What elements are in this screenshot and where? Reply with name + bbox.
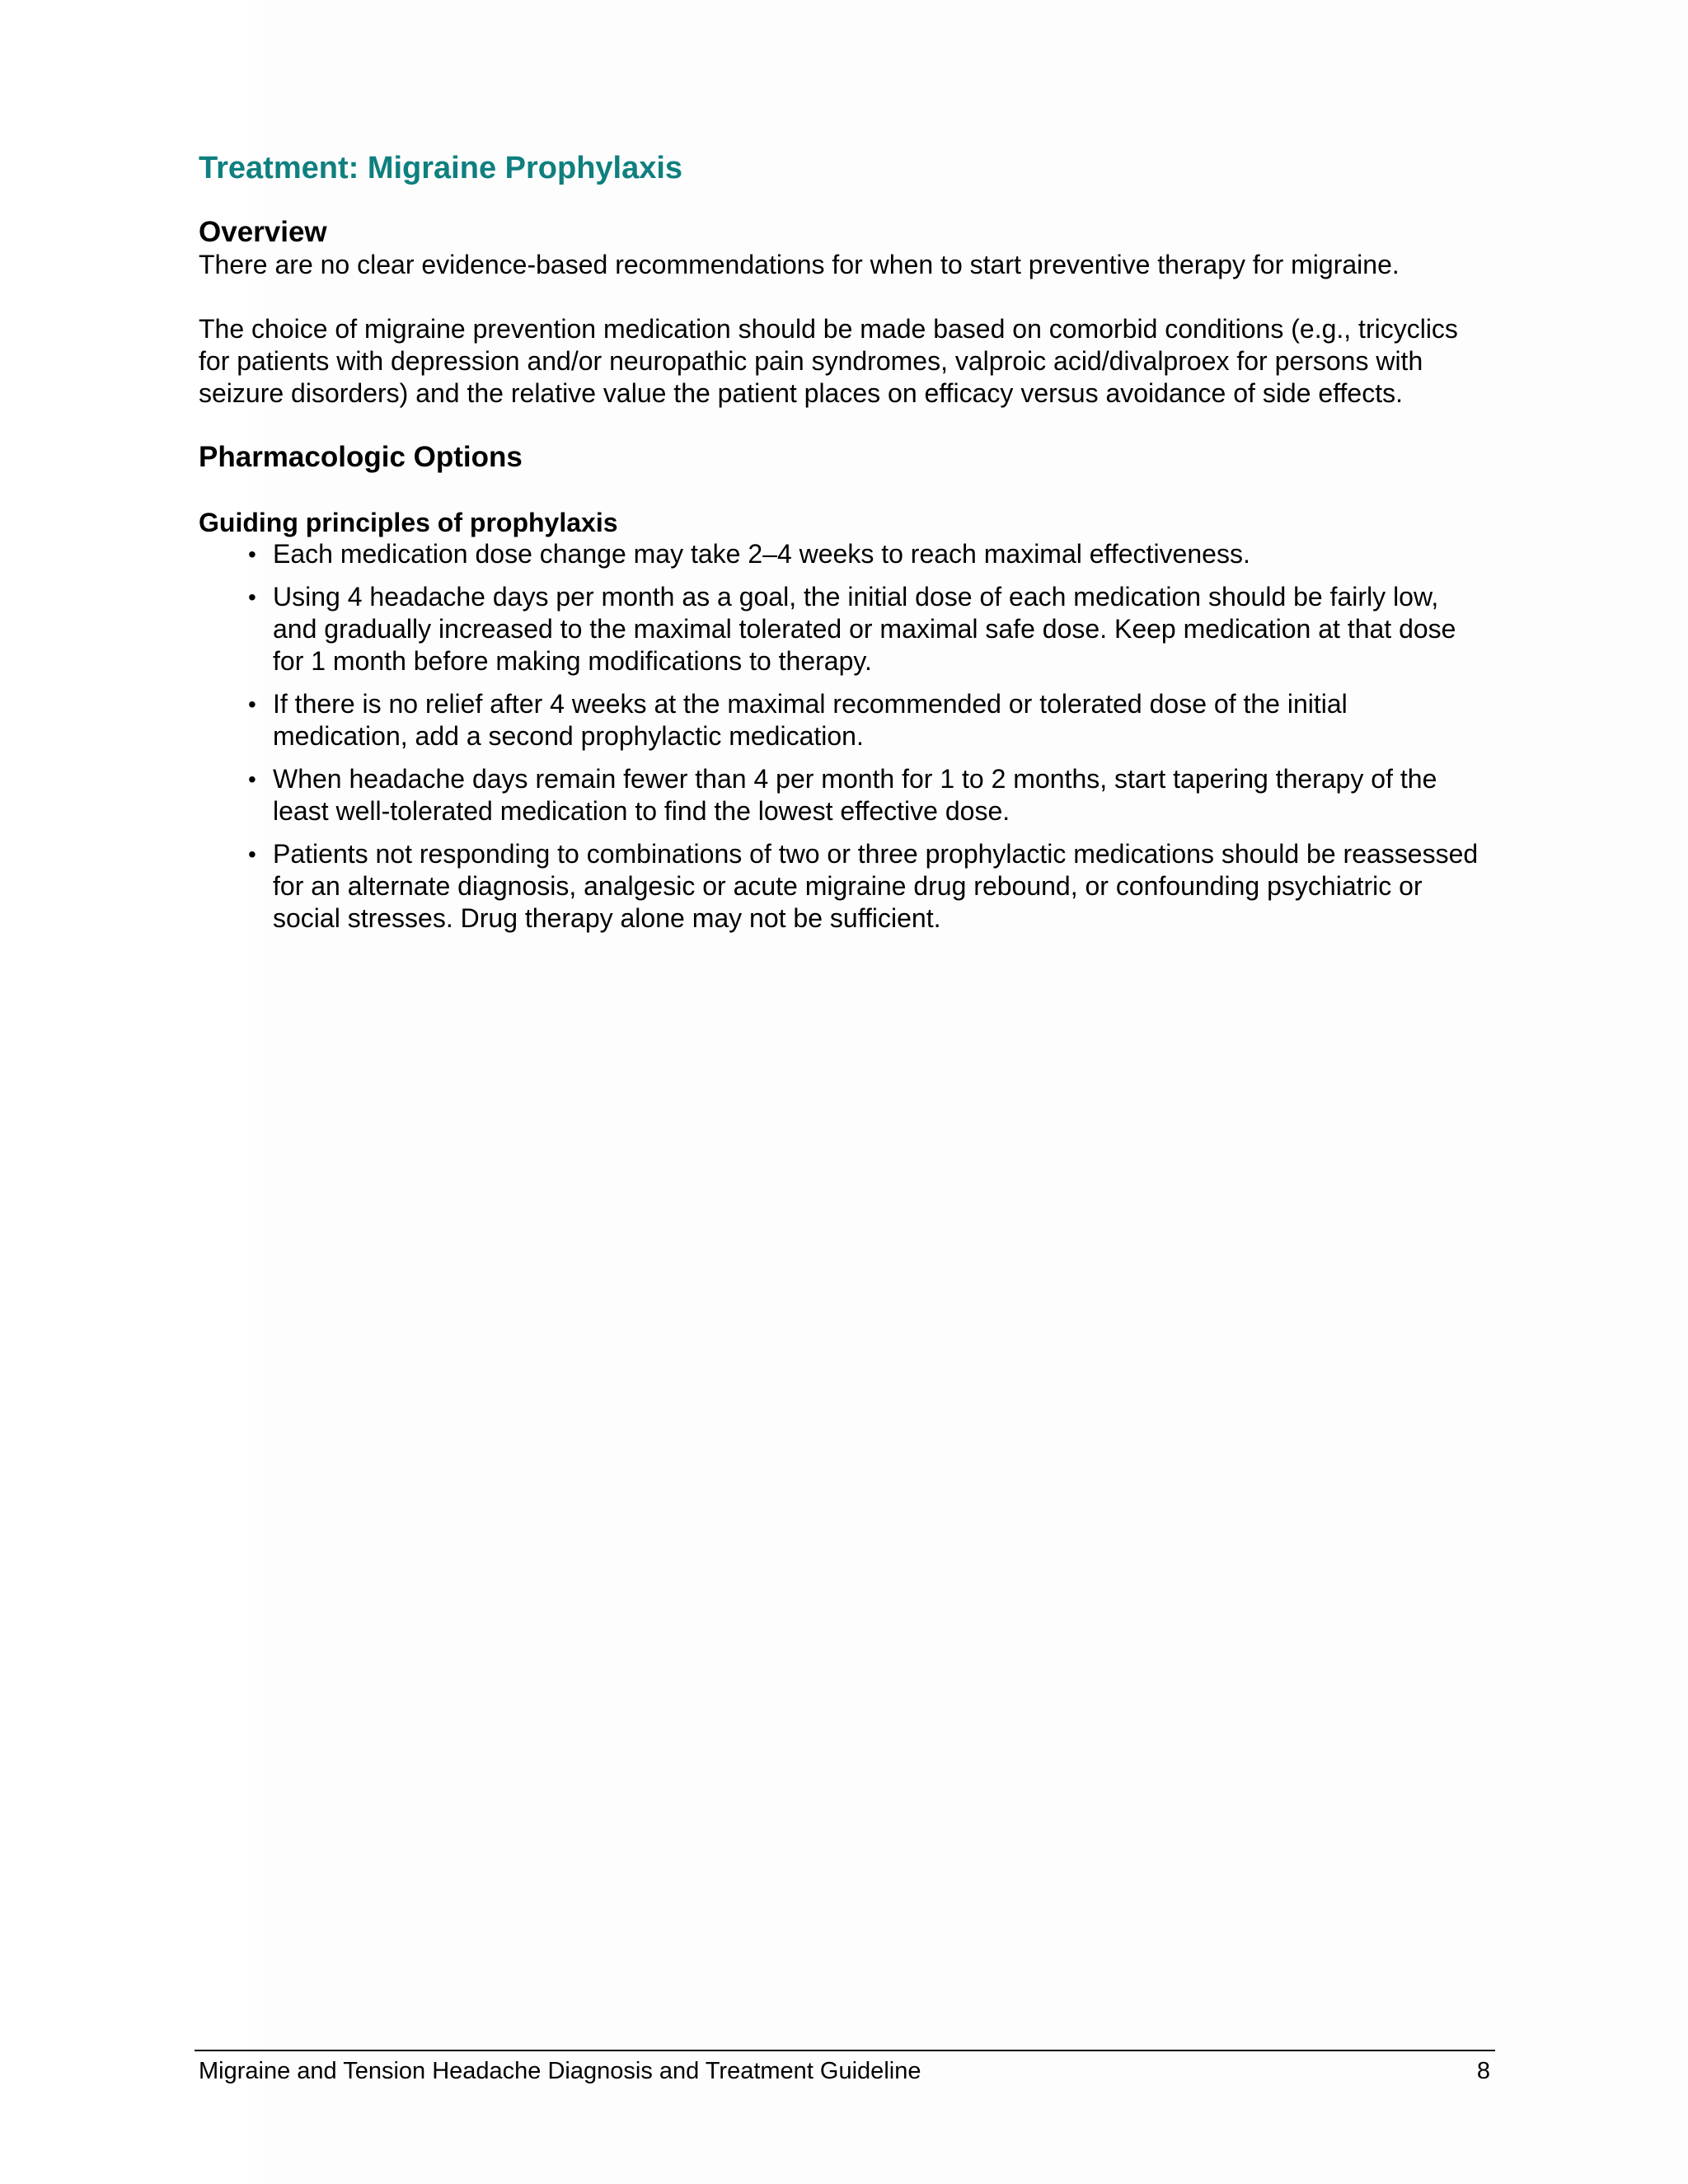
list-item xyxy=(248,763,1484,827)
footer-divider xyxy=(195,2050,1495,2051)
overview-paragraph-1: There are no clear evidence-based recommendations for when to start preventive therapy for migraine. xyxy=(199,250,1400,279)
guiding-principles-subheading: Guiding principles of prophylaxis xyxy=(199,508,618,537)
list-item-text: Patients not responding to combinations of two or three prophylactic medications should be reassessed for an alternate diagnosis, analgesic or acute migraine drug rebound, or confounding psychiatric or social stresses. Drug therapy alone may not be sufficient. xyxy=(273,839,1479,933)
bullet-icon: • xyxy=(248,541,256,567)
bullet-icon: • xyxy=(248,691,256,717)
list-item-text: When headache days remain fewer than 4 per month for 1 to 2 months, start tapering therapy of the least well-tolerated medication to find the lowest effective dose. xyxy=(273,764,1437,826)
footer-title: Migraine and Tension Headache Diagnosis and Treatment Guideline xyxy=(199,2058,921,2084)
list-item-text: Using 4 headache days per month as a goal, the initial dose of each medication should be fairly low, and gradually increased to the maximal tolerated or maximal safe dose. Keep medication at that dose for 1 month before making modifications to therapy. xyxy=(273,582,1456,676)
list-item xyxy=(248,838,1484,935)
list-item xyxy=(248,538,1484,570)
list-item-text: If there is no relief after 4 weeks at the maximal recommended or tolerated dose of the initial medication, add a second prophylactic medication. xyxy=(273,689,1348,751)
bullet-icon: • xyxy=(248,584,256,610)
list-item xyxy=(248,581,1484,677)
list-item xyxy=(248,688,1484,752)
page-title: Treatment: Migraine Prophylaxis xyxy=(199,151,683,185)
bullet-icon: • xyxy=(248,841,256,867)
overview-heading: Overview xyxy=(199,216,327,248)
principles-list xyxy=(199,538,1484,935)
overview-paragraph-2: The choice of migraine prevention medication should be made based on comorbid conditions (e.g., tricyclics for patients with depression and/or neuropathic pain syndromes, valproic acid/divalproex for persons with seizure disorders) and the relative value the patient places on efficacy versus avoidance of side effects. xyxy=(199,314,1458,408)
page-number: 8 xyxy=(1476,2058,1490,2084)
bullet-icon: • xyxy=(248,766,256,792)
page-content xyxy=(199,148,1484,945)
list-item-text: Each medication dose change may take 2–4 weeks to reach maximal effectiveness. xyxy=(273,539,1250,569)
pharmacologic-options-heading: Pharmacologic Options xyxy=(199,441,523,473)
